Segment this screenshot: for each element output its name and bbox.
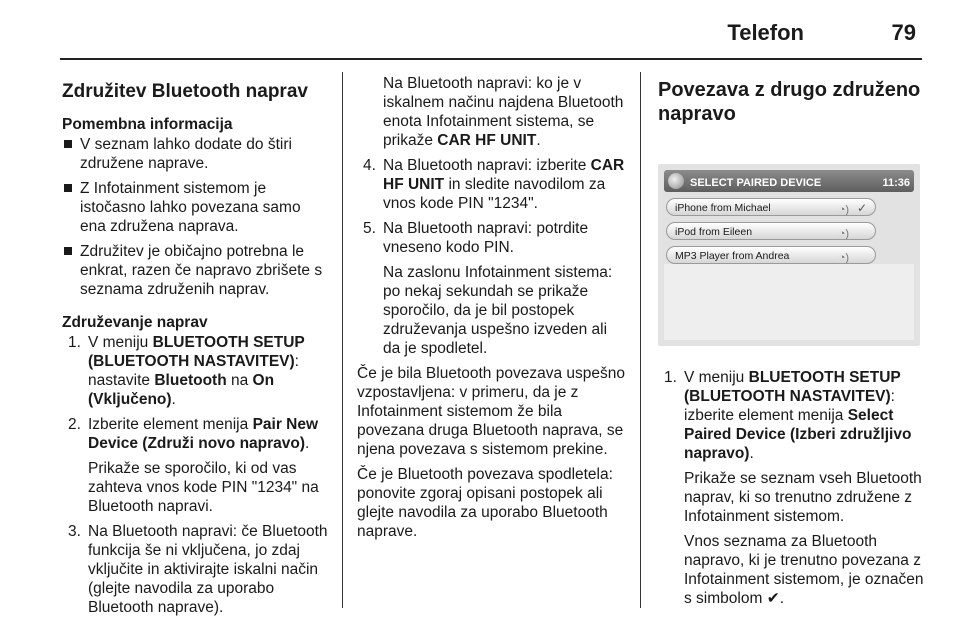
- section-heading: Povezava z drugo združeno napravo: [658, 79, 921, 125]
- device-item: iPhone from Michael ◔) ✓: [666, 198, 876, 216]
- step-item: 5. Na Bluetooth napravi: potrdite vneseno kodo PIN. Na zaslonu Infotainment sistema: po nekaj sekundah se prikaže sporočilo, da je bil postopek združevanja uspešno izveden ali da je spodletel.: [363, 220, 613, 357]
- pairing-steps: [62, 333, 330, 617]
- paragraph: Če je Bluetooth povezava spodletela: ponovite zgoraj opisani postopek ali glejte navodila za uporabo Bluetooth naprave.: [357, 466, 613, 540]
- check-icon: ✓: [856, 201, 867, 215]
- device-item: iPod from Eileen ◔): [666, 222, 876, 240]
- screen-clock: 11:36: [882, 177, 910, 189]
- signal-icon: ◔): [838, 252, 849, 264]
- step-item: 4. Na Bluetooth napravi: izberite CAR HF UNIT in sledite navodilom za vnos kode PIN "1234".: [363, 157, 625, 212]
- section-heading: Združitev Bluetooth naprav: [62, 81, 308, 102]
- list-item: Z Infotainment sistemom je istočasno lahko povezana samo ena združena naprava.: [62, 179, 330, 236]
- step-continuation: Na Bluetooth napravi: ko je v iskalnem načinu najdena Bluetooth enota Infotainment sistema, se prikaže CAR HF UNIT.: [383, 75, 624, 149]
- paragraph: Če je bila Bluetooth povezava uspešno vzpostavljena: v primeru, da je z Infotainment sistemom že bila povezana druga Bluetooth naprava, se njena povezava s sistemom prekine.: [357, 365, 625, 458]
- info-list: [62, 135, 330, 299]
- device-item: MP3 Player from Andrea ◔): [666, 246, 876, 264]
- bullet-icon: [64, 140, 72, 148]
- pairing-heading: Združevanje naprav: [62, 314, 208, 331]
- screen-title: SELECT PAIRED DEVICE: [690, 177, 822, 189]
- signal-icon: ◔): [838, 204, 849, 216]
- bullet-icon: [64, 247, 72, 255]
- signal-icon: ◔): [838, 228, 849, 240]
- section-title: Telefon: [727, 20, 804, 45]
- step-item: 1. V meniju BLUETOOTH SETUP (BLUETOOTH NASTAVITEV): izberite element menija Select Paired Device (Izberi združljivo napravo). Prikaže se seznam vseh Bluetooth naprav, ki so trenutno združene z Infotainment sistemom. Vnos seznama za Bluetooth napravo, ki je trenutno povezana z Infotainment sistemom, je označen s simbolom ✔.: [664, 369, 924, 607]
- screen-titlebar: [664, 170, 914, 192]
- step-item: 2. Izberite element menija Pair New Device (Združi novo napravo). Prikaže se sporočilo, ki od vas zahteva vnos kode PIN "1234" na Bluetooth napravi.: [68, 416, 319, 515]
- list-item: V seznam lahko dodate do štiri združene naprave.: [62, 135, 330, 173]
- infotainment-screen-illustration: [658, 164, 920, 346]
- step-item: 1. V meniju BLUETOOTH SETUP (BLUETOOTH NASTAVITEV): nastavite Bluetooth na On (Vključeno).: [68, 334, 305, 408]
- column-divider-1: [342, 72, 343, 608]
- connect-steps: [658, 368, 924, 608]
- step-item: 3. Na Bluetooth napravi: če Bluetooth funkcija še ni vključena, jo zdaj vključite in aktivirajte iskalni način (glejte navodila za uporabo Bluetooth naprave).: [68, 523, 328, 616]
- cd-icon: [668, 173, 684, 189]
- bullet-icon: [64, 184, 72, 192]
- page-header: [62, 18, 922, 52]
- header-divider: [60, 58, 922, 60]
- column-divider-2: [640, 72, 641, 608]
- screen-empty-area: [664, 264, 914, 340]
- column-3: [658, 74, 924, 614]
- list-item: Združitev je običajno potrebna le enkrat, razen če napravo zbrišete s seznama združenih naprav.: [62, 242, 330, 299]
- check-icon: ✔: [766, 590, 780, 607]
- column-2: [357, 74, 625, 547]
- page-number: 79: [891, 20, 916, 45]
- info-heading: Pomembna informacija: [62, 116, 233, 133]
- column-1: [62, 74, 330, 623]
